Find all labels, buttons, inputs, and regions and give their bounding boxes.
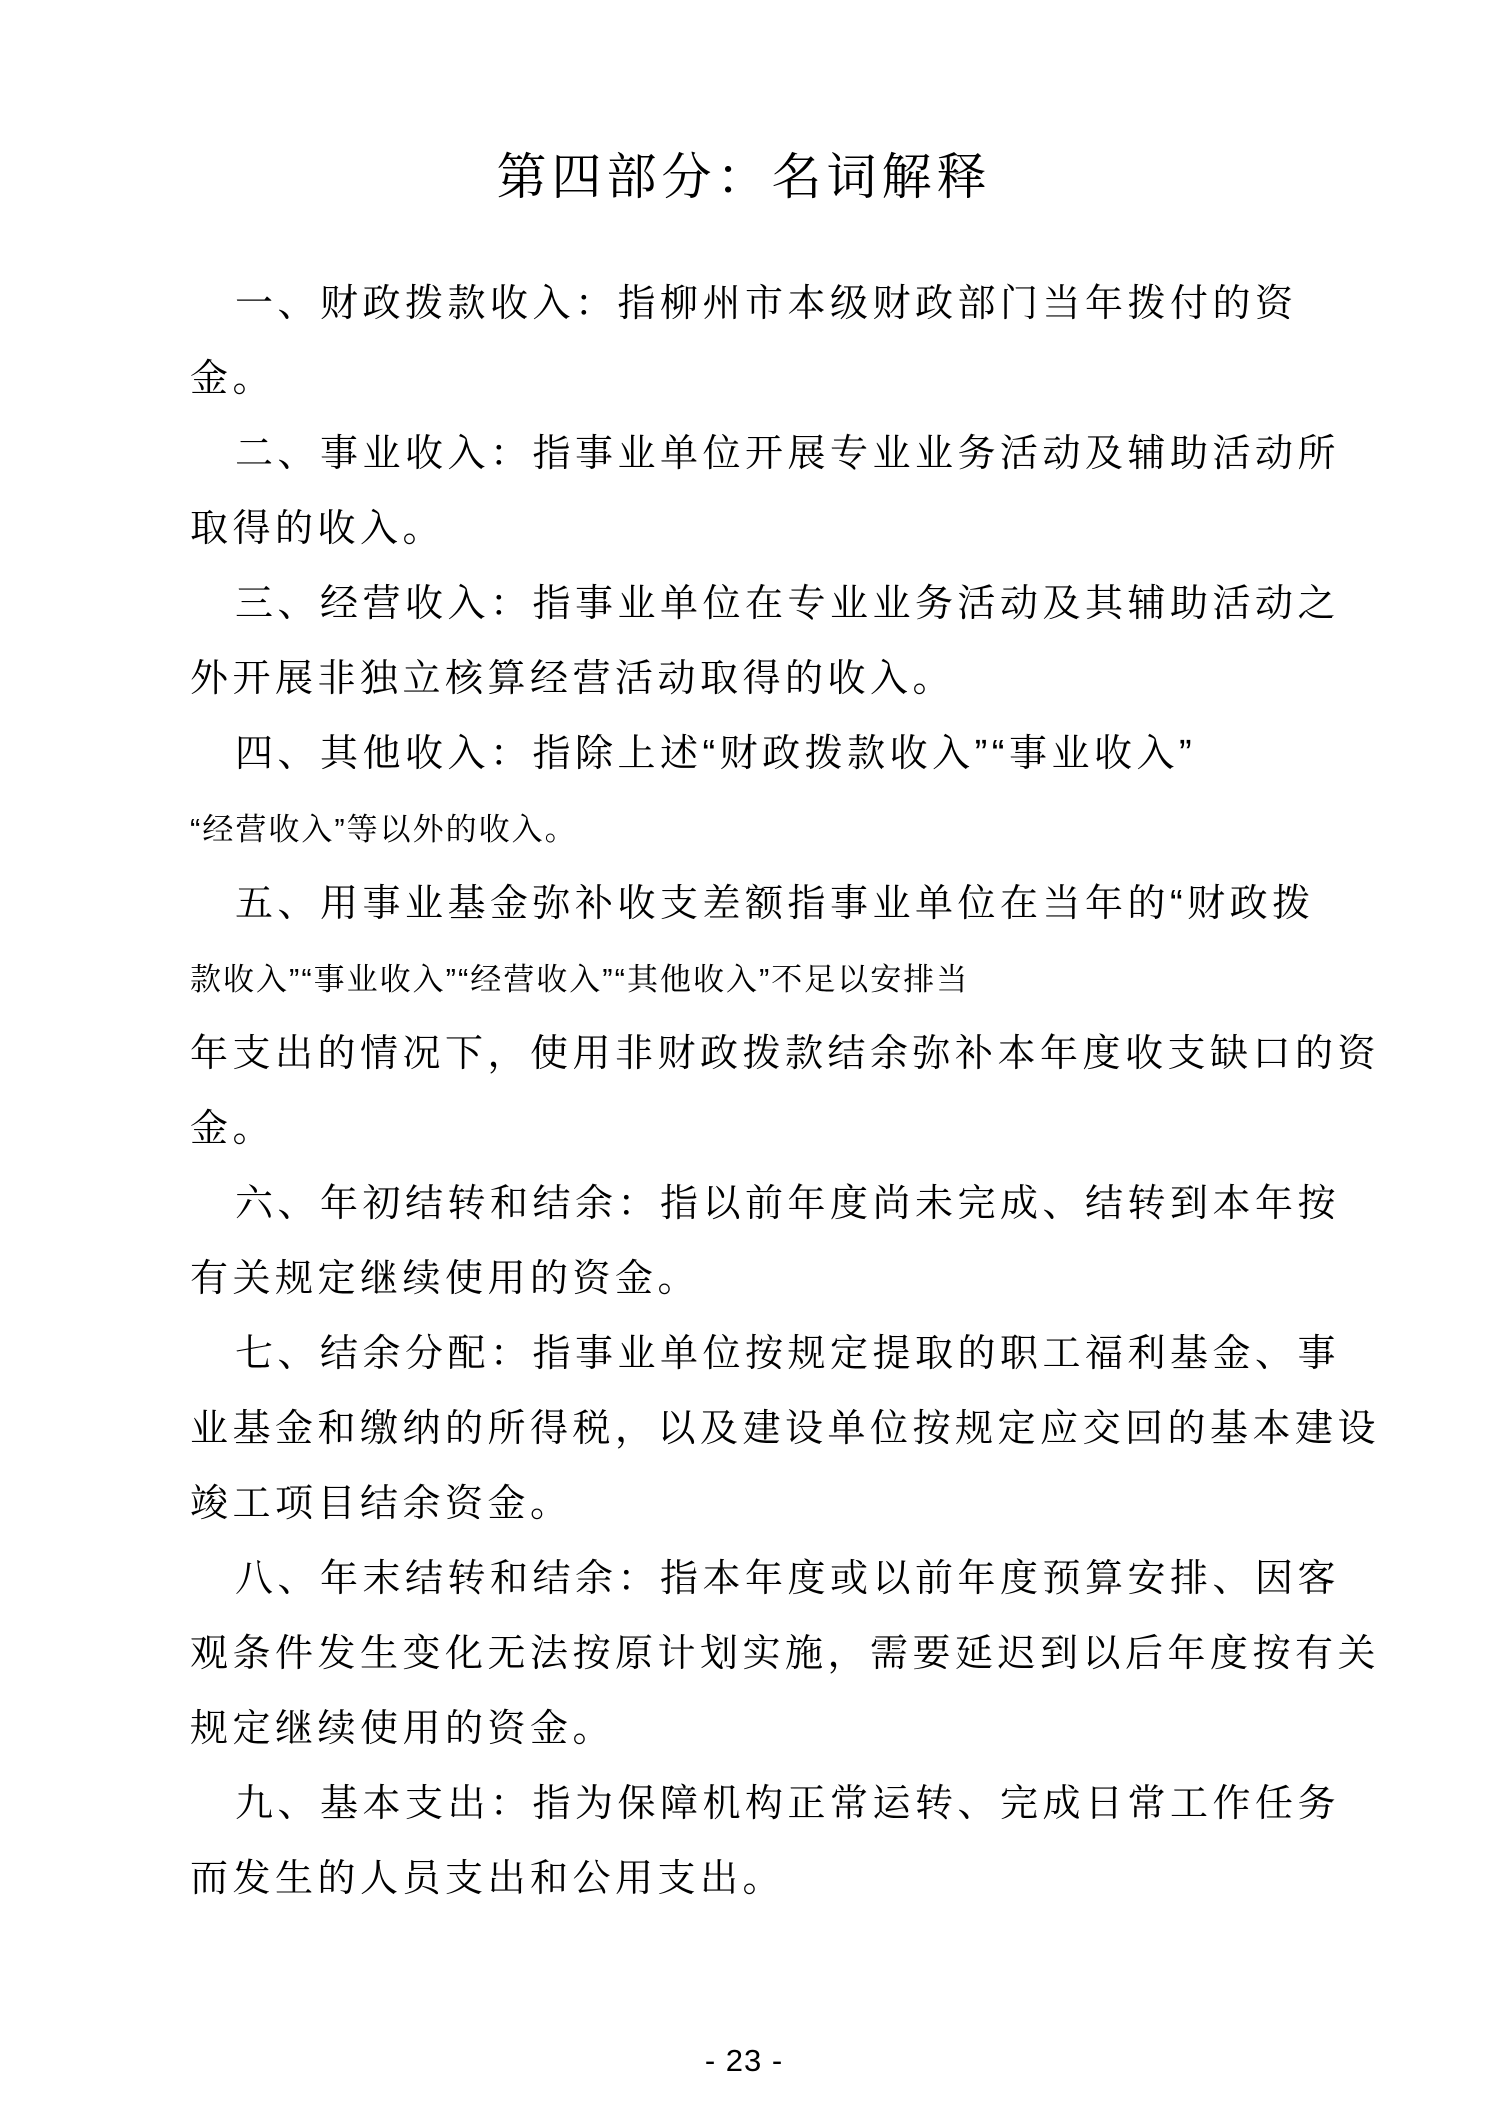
definition-item <box>190 1542 1381 1767</box>
definition-line: 八、年末结转和结余：指本年度或以前年度预算安排、因客 <box>235 1558 1341 1600</box>
definition-item <box>190 867 1381 1167</box>
definition-line: 五、用事业基金弥补收支差额指事业单位在当年的“财政拨 <box>235 883 1315 925</box>
definition-line: 而发生的人员支出和公用支出。 <box>190 1858 786 1900</box>
definition-line: 四、其他收入：指除上述“财政拨款收入”“事业收入” <box>235 733 1197 775</box>
definition-item <box>190 567 1341 717</box>
definition-item <box>190 1317 1381 1542</box>
definition-item <box>190 417 1341 567</box>
definition-line: 一、财政拨款收入：指柳州市本级财政部门当年拨付的资 <box>235 283 1298 325</box>
definition-line: 规定继续使用的资金。 <box>190 1708 616 1750</box>
glossary-definitions <box>190 267 1381 1917</box>
definition-line: 外开展非独立核算经营活动取得的收入。 <box>190 658 956 700</box>
definition-line: 六、年初结转和结余：指以前年度尚未完成、结转到本年按 <box>235 1183 1341 1225</box>
definition-item <box>190 1767 1341 1917</box>
definition-line: 取得的收入。 <box>190 508 446 550</box>
definition-item <box>190 717 1320 867</box>
definition-line: 金。 <box>190 358 276 400</box>
definition-line: 款收入”“事业收入”“经营收入”“其他收入”不足以安排当 <box>190 962 970 997</box>
definition-item <box>190 1167 1341 1317</box>
definition-line: 九、基本支出：指为保障机构正常运转、完成日常工作任务 <box>235 1783 1341 1825</box>
definition-line: 七、结余分配：指事业单位按规定提取的职工福利基金、事 <box>235 1333 1341 1375</box>
definition-line: 二、事业收入：指事业单位开展专业业务活动及辅助活动所 <box>235 433 1341 475</box>
definition-item <box>190 267 1320 417</box>
page-title: 第四部分：名词解释 <box>496 149 992 205</box>
definition-line: 金。 <box>190 1108 276 1150</box>
page-number: - 23 - <box>704 2043 784 2078</box>
definition-line: 竣工项目结余资金。 <box>190 1483 573 1525</box>
definition-line: 观条件发生变化无法按原计划实施，需要延迟到以后年度按有关 <box>190 1633 1381 1675</box>
definition-line: 有关规定继续使用的资金。 <box>190 1258 701 1300</box>
definition-line: 三、经营收入：指事业单位在专业业务活动及其辅助活动之 <box>235 583 1341 625</box>
definition-line: 年支出的情况下，使用非财政拨款结余弥补本年度收支缺口的资 <box>190 1033 1381 1075</box>
definition-line: 业基金和缴纳的所得税，以及建设单位按规定应交回的基本建设 <box>190 1408 1381 1450</box>
definition-line: “经营收入”等以外的收入。 <box>190 812 578 847</box>
